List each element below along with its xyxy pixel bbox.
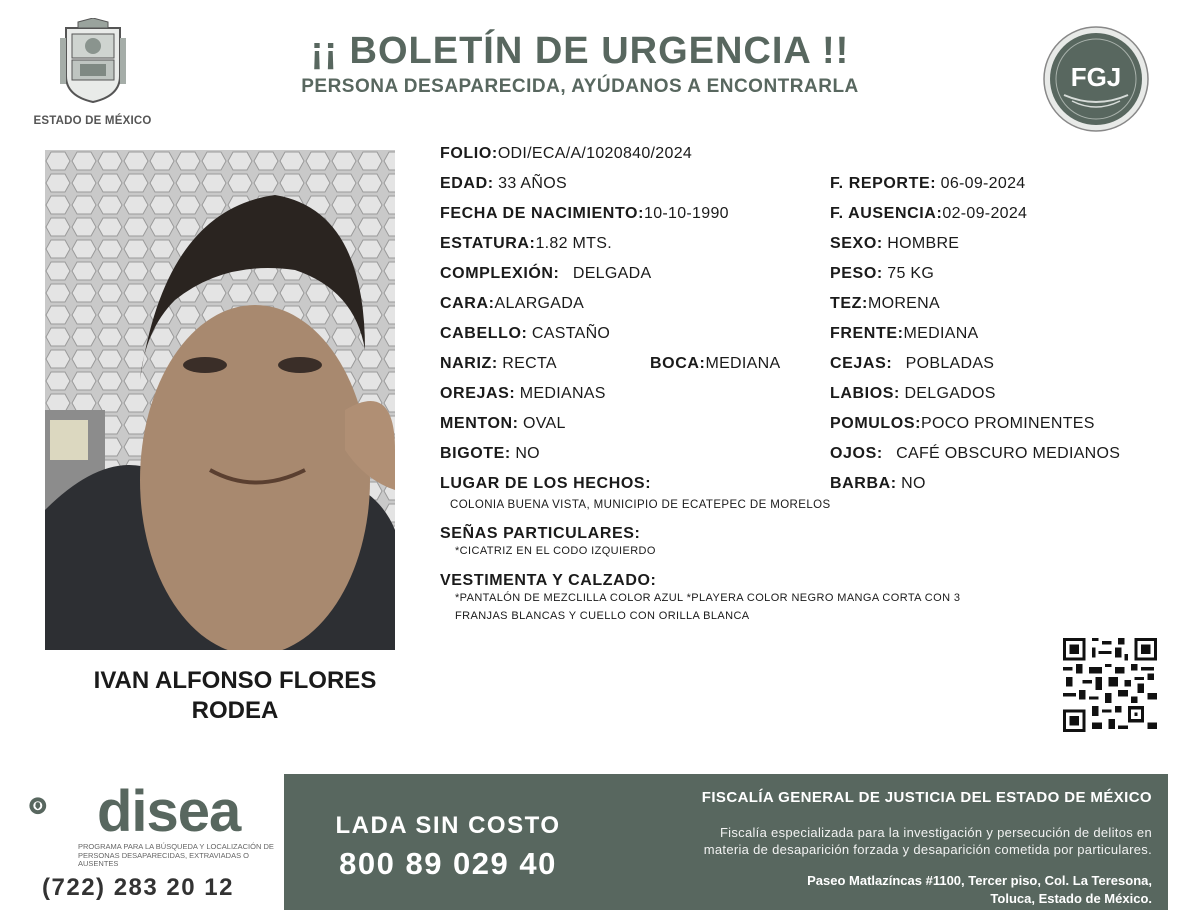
field-label: TEZ:	[830, 295, 868, 312]
field-label: BARBA:	[830, 475, 897, 492]
field-boca	[650, 354, 780, 374]
person-name-line2: RODEA	[191, 697, 279, 724]
field-label: FOLIO:	[440, 145, 498, 162]
field-label: LUGAR DE LOS HECHOS:	[440, 475, 652, 492]
field-value: MORENA	[867, 295, 940, 312]
field-f-reporte	[830, 174, 1025, 194]
field-label: MENTON:	[440, 415, 519, 432]
fgj-address	[600, 872, 1152, 908]
field-value: DELGADA	[572, 265, 652, 282]
field-senas-value: *CICATRIZ EN EL CODO IZQUIERDO	[455, 545, 656, 557]
lada-sin-costo-title: LADA SIN COSTO	[335, 812, 561, 839]
fgj-logo-text: FGJ	[1070, 62, 1122, 92]
field-ojos	[830, 444, 1120, 464]
field-value: 02-09-2024	[942, 205, 1028, 222]
person-photo	[45, 150, 395, 650]
odisea-description: PROGRAMA PARA LA BÚSQUEDA Y LOCALIZACIÓN DE PERSONAS DESAPARECIDAS, EXTRAVIADAS O AUSENTES	[78, 842, 274, 868]
field-label: VESTIMENTA Y CALZADO:	[440, 572, 657, 589]
field-label: BOCA:	[650, 355, 706, 372]
field-barba	[830, 474, 926, 494]
field-edad	[440, 174, 567, 194]
fgj-description-line2: materia de desaparición forzada y desaparición cometida por particulares.	[703, 842, 1152, 857]
field-label: CABELLO:	[440, 325, 528, 342]
lada-phone-number[interactable]: 800 89 029 40	[339, 846, 557, 881]
qr-code-icon[interactable]	[1063, 638, 1157, 732]
person-name-line1: IVAN ALFONSO FLORES	[93, 667, 377, 694]
field-label: F. REPORTE:	[830, 175, 937, 192]
field-label: CARA:	[440, 295, 495, 312]
field-labios	[830, 384, 996, 404]
field-value: DELGADOS	[904, 385, 996, 402]
field-cabello	[440, 324, 610, 344]
field-value: MEDIANA	[903, 325, 979, 342]
field-tez	[830, 294, 940, 314]
field-value: 06-09-2024	[940, 175, 1026, 192]
odisea-phone[interactable]: (722) 283 20 12	[42, 874, 234, 901]
field-value: POCO PROMINENTES	[921, 415, 1095, 432]
field-value: 1.82 MTS.	[535, 235, 612, 252]
state-name: ESTADO DE MÉXICO	[33, 115, 152, 127]
field-senas-label	[440, 524, 640, 544]
field-value: MEDIANAS	[519, 385, 606, 402]
field-value: MEDIANA	[705, 355, 781, 372]
field-peso	[830, 264, 934, 284]
fgj-title: FISCALÍA GENERAL DE JUSTICIA DEL ESTADO DE MÉXICO	[701, 789, 1152, 806]
field-value: RECTA	[502, 355, 557, 372]
field-value: 33 AÑOS	[498, 175, 567, 192]
field-nariz	[440, 354, 557, 374]
field-value: 75 KG	[887, 265, 935, 282]
field-label: OJOS:	[830, 445, 883, 462]
field-frente	[830, 324, 979, 344]
field-label: BIGOTE:	[440, 445, 511, 462]
odisea-logo	[28, 778, 98, 848]
field-pomulos	[830, 414, 1095, 434]
field-label: NARIZ:	[440, 355, 498, 372]
field-orejas	[440, 384, 606, 404]
field-bigote	[440, 444, 540, 464]
field-vestimenta-label	[440, 571, 656, 591]
person-full-name	[45, 666, 425, 726]
field-complexion	[440, 264, 651, 284]
fgj-address-line2: Toluca, Estado de México.	[990, 891, 1152, 906]
fgj-description-line1: Fiscalía especializada para la investigación y persecución de delitos en	[719, 825, 1152, 840]
field-label: LABIOS:	[830, 385, 900, 402]
field-value: NO	[515, 445, 540, 462]
fgj-seal-icon	[1042, 25, 1150, 133]
field-label: OREJAS:	[440, 385, 516, 402]
field-sexo	[830, 234, 959, 254]
fgj-address-line1: Paseo Matlazíncas #1100, Tercer piso, Col. La Teresona,	[807, 873, 1152, 888]
field-label: FRENTE:	[830, 325, 904, 342]
bulletin-subtitle: PERSONA DESAPARECIDA, AYÚDANOS A ENCONTRARLA	[301, 76, 859, 97]
field-fecha-nacimiento	[440, 204, 729, 224]
estado-de-mexico-logo	[30, 18, 155, 127]
field-menton	[440, 414, 566, 434]
field-f-ausencia	[830, 204, 1027, 224]
field-value: ALARGADA	[494, 295, 585, 312]
field-estatura	[440, 234, 612, 254]
field-label: SEXO:	[830, 235, 883, 252]
odisea-wordmark: disea	[97, 779, 241, 844]
field-label: F. AUSENCIA:	[830, 205, 943, 222]
bulletin-title: ¡¡ BOLETÍN DE URGENCIA !!	[310, 30, 850, 72]
field-lugar-value: COLONIA BUENA VISTA, MUNICIPIO DE ECATEPEC DE MORELOS	[450, 499, 831, 511]
field-label: CEJAS:	[830, 355, 893, 372]
field-label: EDAD:	[440, 175, 494, 192]
field-cara	[440, 294, 584, 314]
field-label: POMULOS:	[830, 415, 922, 432]
field-value: OVAL	[523, 415, 566, 432]
field-folio	[440, 144, 692, 164]
field-cejas	[830, 354, 994, 374]
field-value: ODI/ECA/A/1020840/2024	[497, 145, 693, 162]
field-label: ESTATURA:	[440, 235, 536, 252]
fgj-description	[600, 824, 1152, 858]
field-value: NO	[901, 475, 926, 492]
field-label: PESO:	[830, 265, 883, 282]
field-value: 10-10-1990	[644, 205, 729, 222]
field-value: CAFÉ OBSCURO MEDIANOS	[896, 445, 1121, 462]
field-label: FECHA DE NACIMIENTO:	[440, 205, 644, 222]
field-label: COMPLEXIÓN:	[440, 265, 560, 282]
field-vestimenta-line2: FRANJAS BLANCAS Y CUELLO CON ORILLA BLANCA	[455, 610, 750, 622]
field-value: CASTAÑO	[531, 325, 611, 342]
field-value: HOMBRE	[887, 235, 960, 252]
field-lugar-label	[440, 474, 651, 494]
field-label: SEÑAS PARTICULARES:	[440, 525, 641, 542]
state-coat-of-arms-icon	[58, 18, 128, 104]
field-value: POBLADAS	[905, 355, 995, 372]
field-vestimenta-line1: *PANTALÓN DE MEZCLILLA COLOR AZUL *PLAYERA COLOR NEGRO MANGA CORTA CON 3	[455, 592, 961, 604]
